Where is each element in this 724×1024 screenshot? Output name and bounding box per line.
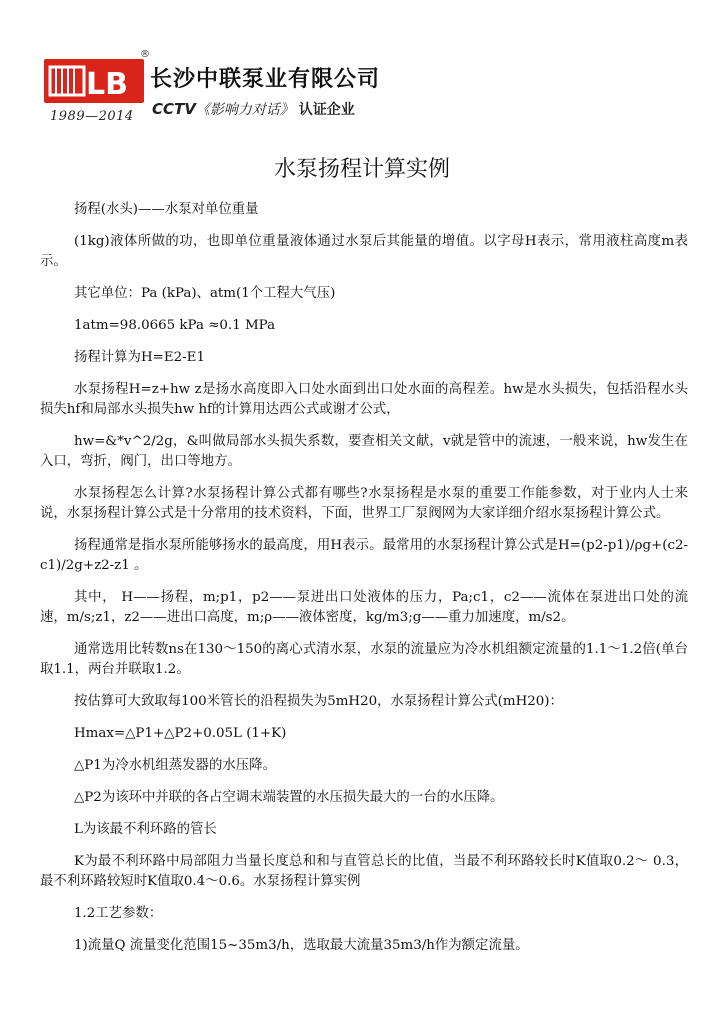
- logo-mark-icon: [44, 59, 144, 103]
- paragraph: 扬程计算为H=E2-E1: [74, 350, 205, 365]
- paragraph: 1atm=98.0665 kPa ≈0.1 MPa: [74, 318, 276, 333]
- paragraph: Hmax=△P1+△P2+0.05L (1+K): [74, 726, 287, 741]
- paragraph: 扬程(水头)——水泵对单位重量: [74, 202, 259, 217]
- logo-text: LB: [86, 67, 128, 102]
- paragraph: 按估算可大致取每100米管长的沿程损失为5mH20，水泵扬程计算公式(mH20)：: [74, 694, 563, 709]
- page-title: 水泵扬程计算实例: [273, 157, 450, 182]
- paragraph: 水泵扬程怎么计算?水泵扬程计算公式都有哪些?水泵扬程是水泵的重要工作能参数，对于业内人士来说，水泵扬程计算公式是十分常用的技术资料，下面，世界工厂泵阀网为大家详细介绍水泵扬程计算公式。: [40, 486, 688, 521]
- cert-label: 认证企业: [298, 102, 355, 118]
- paragraph: 扬程通常是指水泵所能够扬水的最高度，用H表示。最常用的水泵扬程计算公式是H=(p2-p1)/ρg+(c2-c1)/2g+z2-z1 。: [40, 538, 688, 573]
- company-header: [40, 49, 400, 132]
- registered-mark: ®: [140, 49, 150, 60]
- certification-line: [152, 99, 355, 119]
- paragraph: L为该最不利环路的管长: [74, 822, 217, 837]
- paragraph: hw=&*v^2/2g，&叫做局部水头损失系数，要查相关文献，v就是管中的流速，一般来说，hw发生在入口，弯折，阀门，出口等地方。: [40, 434, 688, 469]
- program-label: 《影响力对话》: [195, 102, 294, 118]
- paragraph: 通常选用比转数ns在130～150的离心式清水泵，水泵的流量应为冷水机组额定流量的1.1～1.2倍(单台取1.1，两台并联取1.2。: [40, 642, 688, 677]
- paragraph: 水泵扬程H=z+hw z是扬水高度即入口处水面到出口处水面的高程差。hw是水头损失，包括沿程水头损失hf和局部水头损失hw hf的计算用达西公式或谢才公式，: [40, 382, 688, 417]
- paragraph: 其中， H——扬程，m;p1，p2——泵进出口处液体的压力，Pa;c1，c2——流体在泵进出口处的流速，m/s;z1，z2——进出口高度，m;ρ——液体密度，kg/m3;g——重力加速度，m/s2。: [40, 590, 688, 625]
- document-body: [40, 200, 688, 968]
- paragraph: K为最不利环路中局部阻力当量长度总和和与直管总长的比值，当最不利环路较长时K值取0.2～ 0.3，最不利环路较短时K值取0.4～0.6。水泵扬程计算实例: [40, 854, 688, 889]
- paragraph: 1.2工艺参数：: [74, 906, 163, 921]
- company-name: 长沙中联泵业有限公司: [150, 67, 381, 92]
- cctv-label: CCTV: [152, 100, 196, 118]
- paragraph: 其它单位：Pa (kPa)、atm(1个工程大气压): [74, 286, 336, 301]
- paragraph: (1kg)液体所做的功，也即单位重量液体通过水泵后其能量的增值。以字母H表示，常用液柱高度m表示。: [40, 234, 688, 269]
- logo-years: 1989—2014: [50, 109, 134, 124]
- paragraph: △P1为冷水机组蒸发器的水压降。: [74, 758, 276, 773]
- company-logo: [44, 59, 144, 103]
- paragraph: △P2为该环中并联的各占空调末端装置的水压损失最大的一台的水压降。: [74, 790, 504, 805]
- paragraph: 1)流量Q 流量变化范围15~35m3/h，选取最大流量35m3/h作为额定流量。: [74, 938, 529, 953]
